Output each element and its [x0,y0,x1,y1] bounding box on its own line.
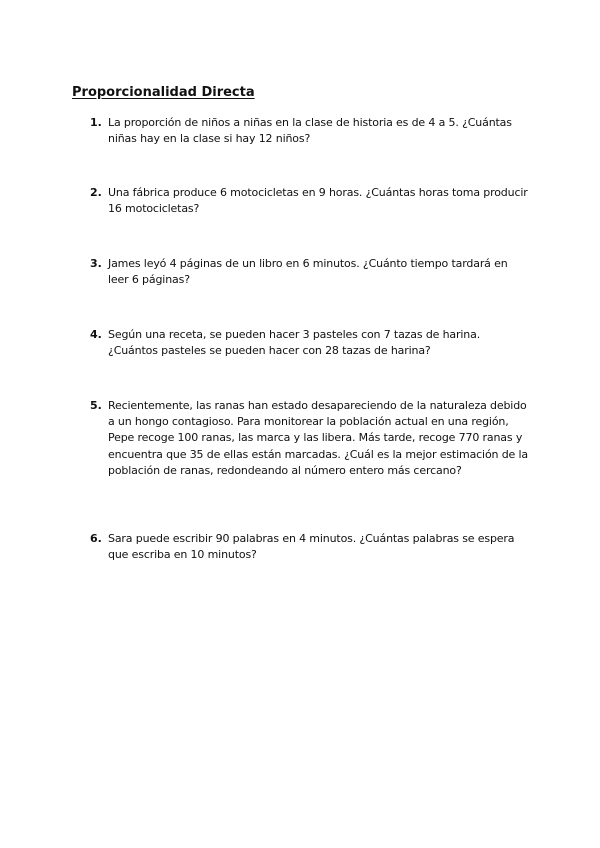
question-item [90,398,530,479]
question-text: James leyó 4 páginas de un libro en 6 minutos. ¿Cuánto tiempo tardará en leer 6 páginas? [108,257,508,287]
question-item [90,327,530,359]
question-number: 2. [90,186,102,199]
question-number: 6. [90,532,102,545]
question-number: 5. [90,399,102,412]
question-item [90,256,530,288]
question-item [90,115,530,147]
question-number: 3. [90,257,102,270]
question-text: Una fábrica produce 6 motocicletas en 9 horas. ¿Cuántas horas toma producir 16 motocicletas? [108,186,528,216]
question-text: La proporción de niños a niñas en la clase de historia es de 4 a 5. ¿Cuántas niñas hay en la clase si hay 12 niños? [108,116,512,146]
question-item [90,185,530,217]
question-text: Según una receta, se pueden hacer 3 pasteles con 7 tazas de harina. ¿Cuántos pasteles se pueden hacer con 28 tazas de harina? [108,328,481,358]
question-text: Recientemente, las ranas han estado desapareciendo de la naturaleza debido a un hongo contagioso. Para monitorear la población actual en una región, Pepe recoge 100 ranas, las marca y las libera. Más tarde, recoge 770 ranas y encuentra que 35 de ellas están marcadas. ¿Cuál es la mejor estimación de la población de ranas, redondeando al número entero más cercano? [108,399,529,477]
question-number: 4. [90,328,102,341]
question-item [90,531,530,563]
question-number: 1. [90,116,102,129]
question-text: Sara puede escribir 90 palabras en 4 minutos. ¿Cuántas palabras se espera que escriba en 10 minutos? [108,532,515,562]
worksheet-title: Proporcionalidad Directa [72,85,255,100]
